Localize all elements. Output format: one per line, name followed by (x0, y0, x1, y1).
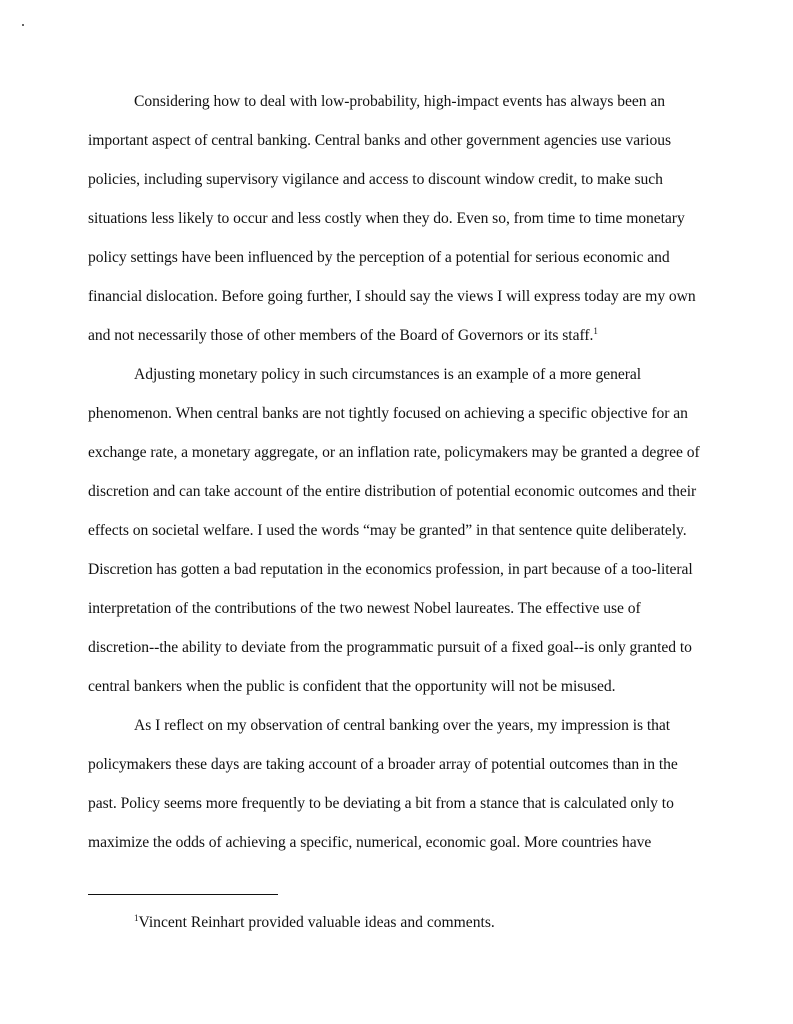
scan-speck (22, 24, 24, 26)
paragraph-1-line-4: situations less likely to occur and less costly when they do. Even so, from time to time monetary (88, 210, 685, 227)
paragraph-2-line-1: Adjusting monetary policy in such circumstances is an example of a more general (134, 366, 642, 383)
paragraph-1-line-2: important aspect of central banking. Central banks and other government agencies use various (88, 132, 672, 149)
paragraph-1-line-7-text: and not necessarily those of other members of the Board of Governors or its staff. (88, 327, 594, 344)
paragraph-3-line-2: policymakers these days are taking account of a broader array of potential outcomes than in the (88, 756, 678, 773)
paragraph-2-line-5: effects on societal welfare. I used the words “may be granted” in that sentence quite deliberately. (88, 522, 687, 539)
paragraph-2-line-2: phenomenon. When central banks are not tightly focused on achieving a specific objective for an (88, 405, 688, 422)
footnote-reference: 1 (593, 326, 598, 336)
footnote-text: Vincent Reinhart provided valuable ideas and comments. (138, 914, 495, 931)
paragraph-2-line-9: central bankers when the public is confident that the opportunity will not be misused. (88, 678, 616, 695)
paragraph-1-line-5: policy settings have been influenced by the perception of a potential for serious economic and (88, 249, 670, 266)
paragraph-1-line-3: policies, including supervisory vigilance and access to discount window credit, to make such (88, 171, 663, 188)
footnote-separator (88, 894, 278, 895)
paragraph-1-line-1: Considering how to deal with low-probability, high-impact events has always been an (134, 93, 665, 110)
footnote (134, 913, 495, 933)
paragraph-2-line-4: discretion and can take account of the entire distribution of potential economic outcomes and their (88, 483, 697, 500)
paragraph-2-line-8: discretion--the ability to deviate from the programmatic pursuit of a fixed goal--is only granted to (88, 639, 692, 656)
paragraph-3-line-3: past. Policy seems more frequently to be deviating a bit from a stance that is calculated only to (88, 795, 674, 812)
paragraph-1-line-7 (88, 326, 708, 346)
paragraph-3-line-1: As I reflect on my observation of central banking over the years, my impression is that (134, 717, 671, 734)
paragraph-2-line-3: exchange rate, a monetary aggregate, or an inflation rate, policymakers may be granted a degree of (88, 444, 700, 461)
paragraph-2-line-6: Discretion has gotten a bad reputation in the economics profession, in part because of a too-literal (88, 561, 693, 578)
footnote-marker: 1 (134, 913, 139, 923)
paragraph-2-line-7: interpretation of the contributions of the two newest Nobel laureates. The effective use of (88, 600, 641, 617)
paragraph-3-line-4: maximize the odds of achieving a specific, numerical, economic goal. More countries have (88, 834, 652, 851)
paragraph-1-line-6: financial dislocation. Before going further, I should say the views I will express today are my own (88, 288, 696, 305)
